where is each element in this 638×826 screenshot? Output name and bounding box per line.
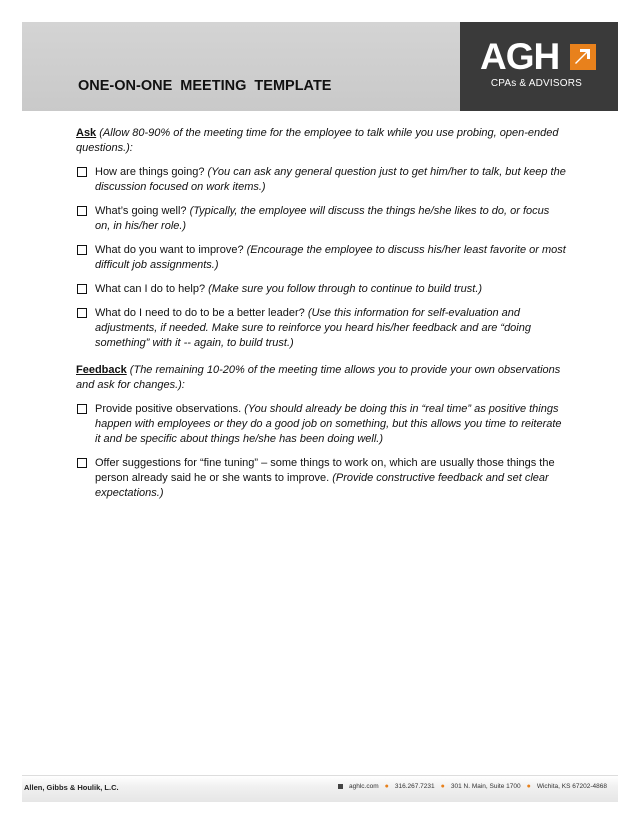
ask-item-3 [76,243,566,273]
ask-item-4 [76,282,566,297]
feedback-item-text: Offer suggestions for “fine tuning” – some things to work on, which are usually those things the person already said he or she wants to improve. [95,457,555,484]
ask-item-note: (Encourage the employee to discuss his/her least favorite or most difficult job assignments.) [95,244,566,271]
checkbox-icon [77,167,87,177]
ask-item-note: (Use this information for self-evaluation and adjustments, if needed. Make sure to reinforce you heard his/her feedback and are “doing something” with it -- again, to build trust.) [95,307,531,349]
feedback-item-1 [76,402,566,447]
ask-item-2 [76,204,566,234]
logo-subtitle: CPAs & ADVISORS [490,78,582,89]
ask-item-note: (Make sure you follow through to continue to build trust.) [208,283,483,295]
checkbox-icon [77,206,87,216]
feedback-item-text: Provide positive observations. [95,403,245,415]
bullet-icon: ● [440,783,445,790]
footer-phone: 316.267.7231 [394,783,435,790]
checkbox-icon [77,404,87,414]
feedback-item-2 [76,456,566,501]
feedback-item-note: (You should already be doing this in “real time” as positive things happen with employees or they do a good job on something, but this allows you time to reiterate it and be specific about things he/she has been doing well.) [95,403,562,445]
ask-item-question: What’s going well? [95,205,190,217]
feedback-item-note: (Provide constructive feedback and set clear expectations.) [95,472,549,499]
ask-item-question: What do I need to do to be a better leader? [95,307,308,319]
footer-firm-name: Allen, Gibbs & Houlik, L.C. [24,783,119,792]
content-body [76,126,566,510]
feedback-intro [76,363,566,393]
ask-label: Ask [76,127,97,139]
logo-word: AGH [480,36,560,77]
checkbox-icon [77,245,87,255]
logo-arrow-icon [570,44,596,70]
ask-item-5 [76,306,566,351]
checkbox-icon [77,284,87,294]
ask-item-1 [76,165,566,195]
footer-website[interactable]: aghlc.com [349,783,379,790]
footer-address: 301 N. Main, Suite 1700 [450,783,521,790]
ask-item-question: How are things going? [95,166,208,178]
footer-contact [338,783,607,790]
checkbox-icon [77,308,87,318]
ask-item-note: (Typically, the employee will discuss the things he/she likes to do, or focus on, in his/her role.) [95,205,550,232]
checkbox-icon [77,458,87,468]
bullet-icon: ● [526,783,531,790]
feedback-note: (The remaining 10-20% of the meeting time allows you to provide your own observations and ask for changes.): [76,364,561,391]
ask-intro [76,126,566,156]
feedback-label: Feedback [76,364,127,376]
footer-city: Wichita, KS 67202-4868 [536,783,607,790]
ask-item-question: What can I do to help? [95,283,209,295]
ask-note: (Allow 80-90% of the meeting time for the employee to talk while you use probing, open-ended questions.): [76,127,559,154]
ask-item-question: What do you want to improve? [95,244,247,256]
bullet-icon: ● [384,783,389,790]
ask-item-note: (You can ask any general question just to get him/her to talk, but keep the discussion focused on work items.) [95,166,566,193]
page-title: ONE-ON-ONE MEETING TEMPLATE [78,78,332,94]
footer-logo-mark-icon [338,784,343,789]
